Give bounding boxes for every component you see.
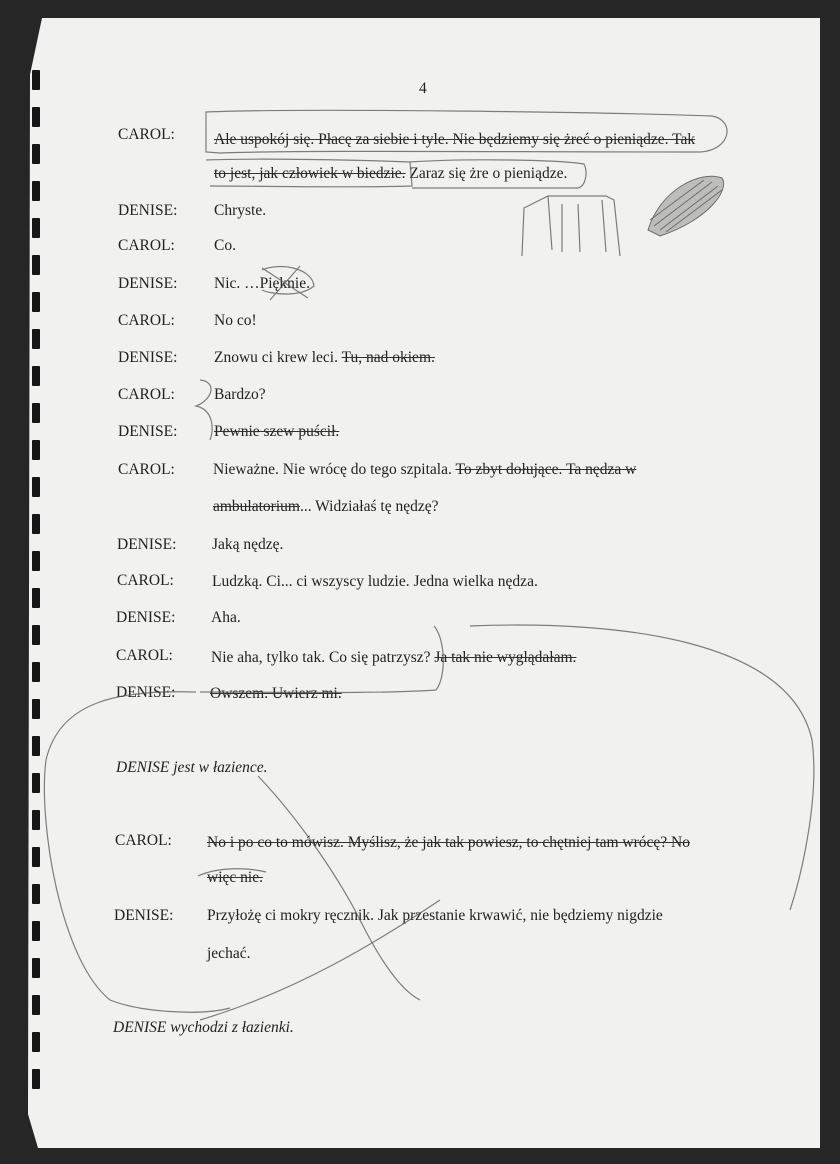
speaker-label: CAROL: bbox=[118, 126, 175, 143]
speaker-label: CAROL: bbox=[118, 312, 175, 329]
speaker-label: DENISE: bbox=[118, 202, 178, 219]
dialogue-line: więc nie. bbox=[207, 869, 263, 886]
dialogue-text: Tu, nad okiem. bbox=[341, 349, 435, 366]
speaker-label: DENISE: bbox=[114, 907, 174, 924]
speaker-label: CAROL: bbox=[117, 572, 174, 589]
speaker-label: CAROL: bbox=[118, 386, 175, 403]
speaker-label: CAROL: bbox=[115, 832, 172, 849]
speaker-label: DENISE: bbox=[118, 423, 178, 440]
speaker-label: DENISE: bbox=[117, 536, 177, 553]
speaker-label: DENISE: bbox=[116, 684, 176, 701]
dialogue-line: Przyłożę ci mokry ręcznik. Jak przestanie krwawić, nie będziemy nigdzie bbox=[207, 907, 663, 924]
dialogue-text: To zbyt dołujące. Ta nędza w bbox=[455, 461, 637, 478]
speaker-label: CAROL: bbox=[116, 647, 173, 664]
dialogue-text: to jest, jak człowiek w biedzie. bbox=[214, 165, 406, 182]
dialogue-line bbox=[214, 349, 435, 367]
dialogue-line: Bardzo? bbox=[214, 386, 266, 403]
page-number: 4 bbox=[419, 80, 427, 97]
dialogue-line: Co. bbox=[214, 237, 236, 254]
dialogue-text: ambulatorium bbox=[213, 498, 300, 515]
dialogue-text: Nie aha, tylko tak. Co się patrzysz? bbox=[211, 649, 431, 666]
stage-direction: DENISE jest w łazience. bbox=[116, 759, 268, 776]
dialogue-text: Nieważne. Nie wrócę do tego szpitala. bbox=[213, 461, 452, 478]
dialogue-line: Owszem. Uwierz mi. bbox=[210, 685, 342, 702]
dialogue-line: No co! bbox=[214, 312, 257, 329]
speaker-label: CAROL: bbox=[118, 461, 175, 478]
speaker-label: DENISE: bbox=[118, 349, 178, 366]
dialogue-line bbox=[207, 834, 690, 852]
speaker-label: CAROL: bbox=[118, 237, 175, 254]
dialogue-text: Znowu ci krew leci. bbox=[214, 349, 338, 366]
dialogue-text: No i po co to mówisz. Myślisz, że jak tak powiesz, to chętniej tam wrócę? No bbox=[207, 834, 690, 851]
dialogue-line: Ludzką. Ci... ci wszyscy ludzie. Jedna wielka nędza. bbox=[212, 573, 538, 590]
dialogue-text: Zaraz się żre o pieniądze. bbox=[409, 165, 568, 182]
dialogue-text: ... Widziałaś tę nędzę? bbox=[299, 498, 439, 515]
dialogue-line: Jaką nędzę. bbox=[212, 536, 284, 553]
dialogue-line: Pewnie szew puścił. bbox=[214, 423, 340, 440]
dialogue-line bbox=[211, 649, 576, 667]
dialogue-line: Chryste. bbox=[214, 202, 267, 219]
speaker-label: DENISE: bbox=[118, 275, 178, 292]
dialogue-line bbox=[214, 165, 567, 183]
dialogue-line bbox=[213, 461, 636, 479]
dialogue-line: Aha. bbox=[211, 609, 241, 626]
dialogue-line: Nic. …Pięknie. bbox=[214, 275, 310, 292]
dialogue-line: jechać. bbox=[207, 945, 251, 962]
dialogue-text: Ja tak nie wyglądałam. bbox=[434, 649, 577, 666]
dialogue-line bbox=[213, 498, 438, 516]
dialogue-line: Ale uspokój się. Płacę za siebie i tyle. Nie będziemy się żreć o pieniądze. Tak bbox=[214, 131, 696, 148]
stage-direction: DENISE wychodzi z łazienki. bbox=[113, 1019, 294, 1036]
speaker-label: DENISE: bbox=[116, 609, 176, 626]
